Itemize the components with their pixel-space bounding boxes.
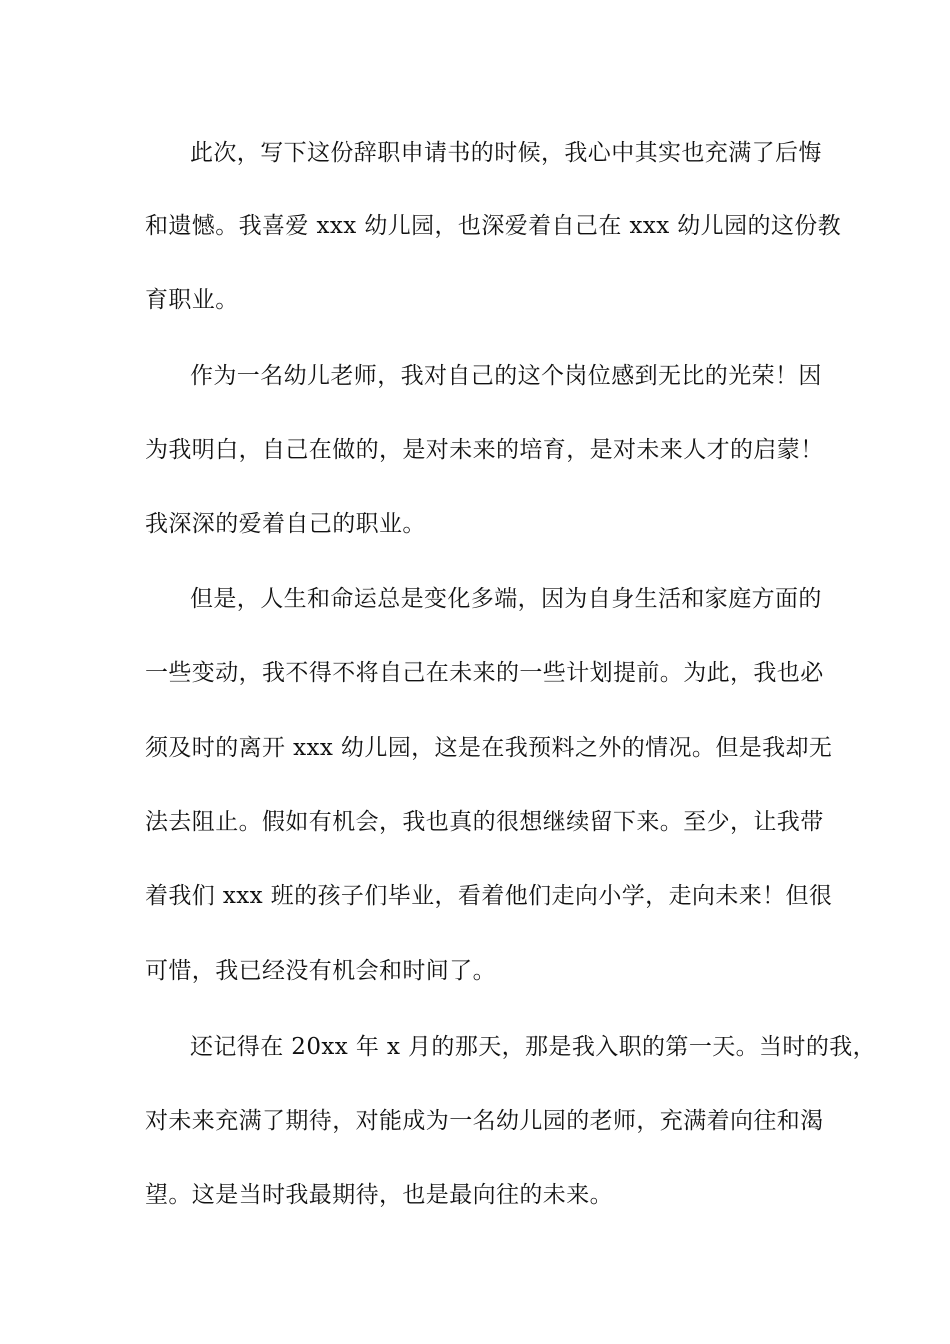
- paragraph-1-line-2: 和遗憾。我喜爱 xxx 幼儿园，也深爱着自己在 xxx 幼儿园的这份教: [145, 213, 842, 239]
- paragraph-4-line-1: 还记得在 20xx 年 x 月的那天，那是我入职的第一天。当时的我，: [190, 1034, 877, 1060]
- paragraph-3-line-1: 但是，人生和命运总是变化多端，因为自身生活和家庭方面的: [190, 586, 822, 612]
- paragraph-3-line-2: 一些变动，我不得不将自己在未来的一些计划提前。为此，我也必: [145, 660, 824, 686]
- paragraph-2-line-2: 为我明白，自己在做的，是对未来的培育，是对未来人才的启蒙！: [145, 437, 824, 463]
- paragraph-3-line-6: 可惜，我已经没有机会和时间了。: [145, 958, 496, 984]
- paragraph-2-line-1: 作为一名幼儿老师，我对自己的这个岗位感到无比的光荣！因: [190, 363, 822, 389]
- paragraph-3-line-3: 须及时的离开 xxx 幼儿园，这是在我预料之外的情况。但是我却无: [145, 735, 833, 761]
- paragraph-1-line-3: 育职业。: [145, 287, 239, 313]
- paragraph-2-line-3: 我深深的爱着自己的职业。: [145, 511, 426, 537]
- paragraph-3-line-5: 着我们 xxx 班的孩子们毕业，看着他们走向小学，走向未来！但很: [145, 883, 833, 909]
- paragraph-3-line-4: 法去阻止。假如有机会，我也真的很想继续留下来。至少，让我带: [145, 809, 824, 835]
- paragraph-4-line-2: 对未来充满了期待，对能成为一名幼儿园的老师，充满着向往和渴: [145, 1108, 824, 1134]
- paragraph-4-line-3: 望。这是当时我最期待，也是最向往的未来。: [145, 1182, 613, 1208]
- paragraph-1-line-1: 此次，写下这份辞职申请书的时候，我心中其实也充满了后悔: [190, 140, 822, 166]
